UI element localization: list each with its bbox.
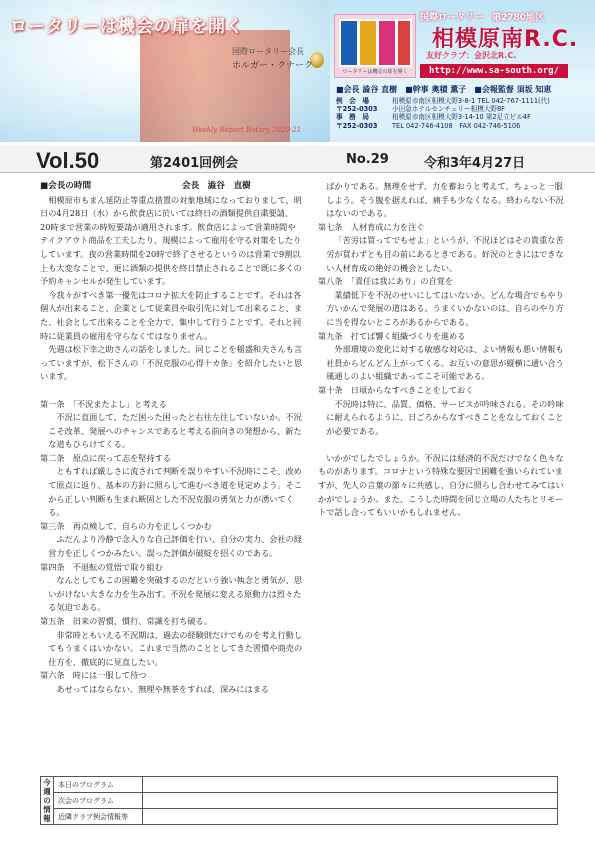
article-heading: 第八条 「責任は我にあり」の自覚を [318,276,454,287]
weekly-info-table [40,776,558,825]
contact-label: 〒252-0303 [336,121,378,130]
article-column-right [318,180,566,520]
contact-value: 相模原市南区相模大野3-8-1 TEL 042-767-1111(代) [392,97,550,105]
article-heading: 第四条 不退転の覚悟で取り組む [40,561,163,572]
article-heading: 第六条 時には一服して待つ [40,670,147,681]
article-paragraph: 非常時ともいえる不況期は、過去の経験則だけでものを考え行動してもうまくはいかない。これまで当然のこととしてきた習慣や商売の仕方を、徹底的に見直したい。 [48,629,303,667]
article-paragraph: 「苦労は買ってでもせよ」というが、不況ほどはその貴重な苦労が買わずとも目の前にあるときである。好況のときにはできない人材育成の絶好の機会としたい。 [326,235,564,273]
weekly-info-label: 今週の情報 [41,777,54,825]
contact-info [336,97,588,130]
article-paragraph: あせってはならない。無理や無茶をすれば、深みにはまる [56,683,270,694]
contact-row [336,113,588,121]
column-body-left [40,194,302,697]
sister-club: 友好クラブ：金沢北R.C. [426,51,517,60]
article-paragraph: なんとしてもこの困難を突破するのだという強い執念と勇気が、思いがけない大きな力を生み出す。不況を発展に変える原動力は烈々たる気迫である。 [48,575,303,613]
motto-attribution-name: ホルガー・クナーク [232,61,314,71]
contact-row [336,122,588,130]
article-heading: 第三条 再点検して、自らの力を正しくつかむ [40,520,212,531]
contact-label: 例 会 場 [336,97,369,105]
contact-value: TEL 042-746-4108 FAX 042-746-5106 [392,121,521,130]
header-banner [0,0,595,142]
article-paragraph: ふだんより冷静で念入りな自己評価を行い、自分の実力、会社の経営力を正しくつかみたい。誤った評価が破綻を招くのである。 [48,534,303,559]
club-url-link[interactable]: http://www.sa-south.org/ [420,64,568,78]
program-row-value [143,793,558,809]
program-row-value [143,809,558,825]
logo-bar-pink [377,19,397,67]
article-heading: 第七条 人材育成に力を注ぐ [318,221,425,232]
program-row-label: 本日のプログラム [54,777,143,793]
contact-value: 相模原市南区相模大野3-14-10 第2足立ビル4F [392,113,531,122]
section-title: ■会長の時間 [40,181,92,191]
article-paragraph: ともすれば厳しさに流されて判断を誤りやすい不況時にこそ、改めて原点に返り、基本の方針に照らして進むべき道を見定めよう。そこから正しい判断も生まれ断固とした不況克服の勇気と力が湧いてくる。 [48,466,303,518]
issue-date: 令和3年4月27日 [424,156,526,171]
club-name: 相模原南R.C. [432,27,579,52]
article-paragraph: 業績低下を不況のせいにしてはいないか。どんな場合でもやり方いかんで発展の道はある。うまくいかないのは、自らのやり方に当を得ないところがあるからである。 [326,289,564,327]
weekly-report-label: Weekly Report Rotary 2020-21 [192,126,302,134]
issue-number: No.29 [346,152,389,167]
section-author: 会長 澁谷 直樹 [182,181,251,191]
article-paragraph: 先週は松下幸之助さんの話をしました。同じことを稲盛和夫さんも言っていますが、松下さんの「不況克服の心得十カ条」を紹介したいと思います。 [40,344,303,382]
article-heading: 第十条 日頃からなすべきことをしておく [318,384,474,395]
article-heading: 第九条 打てば響く組織づくりを進める [318,330,466,341]
article-paragraph: ばかりである。無理をせず、力を蓄おうと考えて、ちょっと一服しよう。そう腹を据えれば、痛手も少なくなる。終わらない不況はないのである。 [326,181,564,219]
contact-row [336,97,588,105]
paragraph-spacer [318,438,566,452]
paragraph-spacer [40,384,302,398]
contact-label: 〒252-0303 [336,105,378,114]
column-body-right [318,180,566,520]
motto-attribution-title: 国際ロータリー会長 [232,47,304,56]
article-paragraph: いかがでしたでしょうか。不況には経済的不況だけでなく色々なものがあります。コロナという特殊な要因で困難を強いられていますが、先人の言葉の節々に共感し、自分に照らし合わせてみてはいかがでしょうか。また、こうした時間を同じ立場の人たちとリモートで話し合ってもいいかもしれません。 [318,452,564,518]
section-header [40,180,302,194]
article-paragraph: 外部環境の変化に対する敏感な対応は、よい情報も悪い情報も社員からどんどん上がってくる。お互いの意思が縦横に通い合う風通しのよい組織であってこそ可能である。 [326,344,564,382]
article-paragraph: 不況時は特に、品質、価格、サービスが吟味される。その吟味に耐えられるように、日ごろからなすべきことをなしておくことが必要である。 [326,398,564,436]
article-paragraph: 不況に直面して、ただ困った困ったと右往左往していないか。不況こそ改革、発展へのチャンスであると考える前向きの発想から、新たな道もひらけてくる。 [48,412,302,450]
article-paragraph: 相模原市もまん延防止等重点措置の対象地域になっておりまして、明日の4月28日（水）から飲食店に於いては終日の酒類提供自粛要請、20時まで営業の時短要請が適用されます。飲食店によって営業時間やテイクアウト商品を工夫したり、規模によって雇用を守る対策をしたりしています。夜の営業時間を20時で終了させるというのは営業で9割以上も大変なことで、更に酒類の提供を終日禁止されることで既に多くの予約キャンセルが発生しています。 [40,194,302,287]
program-row-label: 次会のプログラム [54,793,143,809]
logo-bar-blue [339,19,359,67]
meeting-number: 第2401回例会 [150,156,239,171]
logo-bar-yellow [358,19,378,67]
contact-label: 事 務 局 [336,113,369,122]
article-heading: 第一条 「不況またよし」と考える [40,398,167,409]
article-column-left [40,180,302,697]
article-heading: 第二条 原点に戻って志を堅持する [40,452,172,463]
volume-number: Vol.50 [36,148,100,173]
officers-line: ■会長 澁谷 直樹 ■幹事 奥積 薫子 ■会報監督 須坂 知恵 [336,85,552,94]
rotary-theme-logo [334,14,416,78]
logo-bar-red [396,19,412,67]
article-heading: 第五条 旧来の習慣、慣行、常識を打ち破る。 [40,616,212,626]
program-row-value [143,777,558,793]
district-label: 国際ロータリー 第2780地区 [420,13,545,23]
program-row-label: 近隣クラブ例会情報等 [54,809,143,825]
logo-caption: ロータリーは機会の扉を開く [342,69,408,75]
article-paragraph: 今我々がすべき第一優先はコロナ拡大を防止することです。それは各個人が出来ること、企業として従業員や取引先に対して出来ること、また、社会として出来ることを全力で、集中して行うことです。それと同時に従業員の雇用を守らなくてはなりません。 [40,289,303,341]
motto: ロータリーは機会の扉を開く [10,17,244,37]
contact-value: 小田急ホテルセンチュリー相模大野8F [392,105,505,114]
